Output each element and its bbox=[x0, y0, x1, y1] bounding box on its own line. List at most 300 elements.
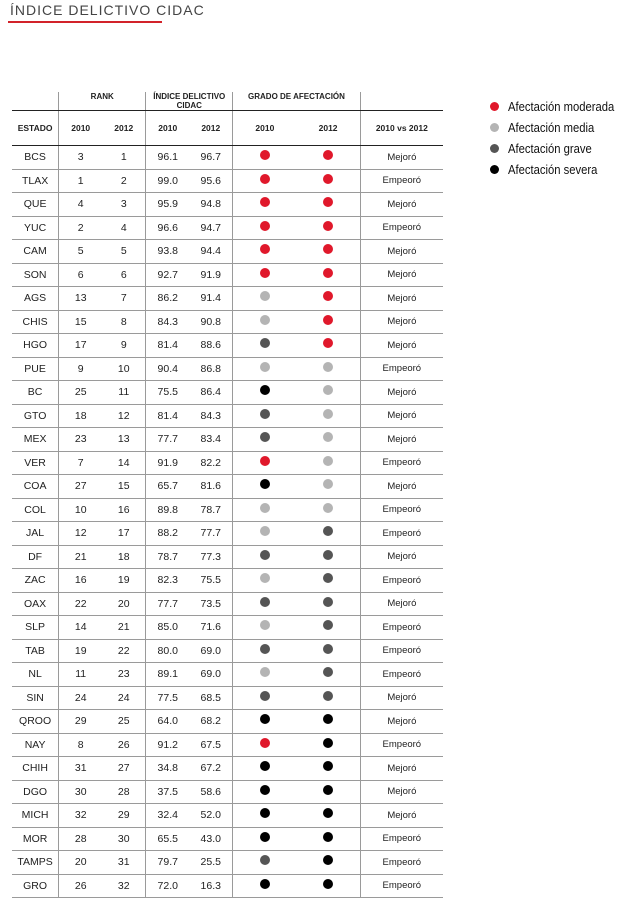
cell-indice-2012: 81.6 bbox=[189, 475, 233, 499]
cell-comparison: Mejoró bbox=[360, 475, 443, 499]
cell-grado-2010 bbox=[233, 428, 297, 452]
cell-grado-2010 bbox=[233, 240, 297, 264]
cell-indice-2010: 99.0 bbox=[146, 169, 190, 193]
cell-rank-2012: 10 bbox=[102, 357, 146, 381]
severity-dot-grave bbox=[260, 550, 270, 560]
header-rank-2010: 2010 bbox=[59, 111, 103, 146]
cell-grado-2010 bbox=[233, 592, 297, 616]
table-row bbox=[12, 804, 443, 828]
table-row bbox=[12, 146, 443, 170]
severity-dot-media bbox=[260, 362, 270, 372]
severity-dot-media bbox=[323, 503, 333, 513]
table-row bbox=[12, 827, 443, 851]
severity-dot-media bbox=[260, 573, 270, 583]
cell-rank-2010: 7 bbox=[59, 451, 103, 475]
cell-rank-2010: 29 bbox=[59, 710, 103, 734]
cell-comparison: Empeoró bbox=[360, 522, 443, 546]
table-row bbox=[12, 169, 443, 193]
table-row bbox=[12, 240, 443, 264]
cell-rank-2010: 4 bbox=[59, 193, 103, 217]
cell-comparison: Mejoró bbox=[360, 592, 443, 616]
severity-dot-grave bbox=[323, 550, 333, 560]
cell-rank-2010: 22 bbox=[59, 592, 103, 616]
table-row bbox=[12, 451, 443, 475]
cell-grado-2010 bbox=[233, 733, 297, 757]
cell-comparison: Empeoró bbox=[360, 357, 443, 381]
severity-dot-severa bbox=[260, 832, 270, 842]
cell-grado-2010 bbox=[233, 569, 297, 593]
cell-rank-2010: 30 bbox=[59, 780, 103, 804]
cell-indice-2010: 96.1 bbox=[146, 146, 190, 170]
cell-indice-2012: 25.5 bbox=[189, 851, 233, 875]
cell-indice-2012: 91.4 bbox=[189, 287, 233, 311]
cell-comparison: Mejoró bbox=[360, 381, 443, 405]
severity-dot-severa bbox=[260, 761, 270, 771]
severity-dot-moderada bbox=[323, 338, 333, 348]
severity-dot-moderada bbox=[260, 456, 270, 466]
header-estado: ESTADO bbox=[12, 111, 59, 146]
cell-estado: TAB bbox=[12, 639, 59, 663]
cell-grado-2012 bbox=[296, 522, 360, 546]
table-row bbox=[12, 545, 443, 569]
header-column-row bbox=[12, 111, 443, 146]
cell-rank-2010: 32 bbox=[59, 804, 103, 828]
cell-indice-2010: 88.2 bbox=[146, 522, 190, 546]
cell-rank-2012: 14 bbox=[102, 451, 146, 475]
cell-rank-2012: 23 bbox=[102, 663, 146, 687]
cell-grado-2012 bbox=[296, 475, 360, 499]
cell-grado-2012 bbox=[296, 569, 360, 593]
cell-comparison: Mejoró bbox=[360, 710, 443, 734]
cell-indice-2010: 81.4 bbox=[146, 404, 190, 428]
cell-estado: GTO bbox=[12, 404, 59, 428]
cell-rank-2012: 2 bbox=[102, 169, 146, 193]
cell-estado: BCS bbox=[12, 146, 59, 170]
severity-dot-moderada bbox=[260, 150, 270, 160]
severity-dot-grave bbox=[260, 338, 270, 348]
cell-grado-2010 bbox=[233, 757, 297, 781]
cell-grado-2010 bbox=[233, 710, 297, 734]
cell-indice-2012: 16.3 bbox=[189, 874, 233, 898]
cell-estado: NAY bbox=[12, 733, 59, 757]
cell-estado: MEX bbox=[12, 428, 59, 452]
cell-grado-2012 bbox=[296, 334, 360, 358]
severity-dot-grave bbox=[323, 573, 333, 583]
table-row bbox=[12, 639, 443, 663]
cell-indice-2010: 91.9 bbox=[146, 451, 190, 475]
cell-grado-2010 bbox=[233, 874, 297, 898]
cell-estado: SON bbox=[12, 263, 59, 287]
cell-estado: CHIH bbox=[12, 757, 59, 781]
cell-grado-2012 bbox=[296, 710, 360, 734]
cell-rank-2012: 18 bbox=[102, 545, 146, 569]
cell-rank-2012: 28 bbox=[102, 780, 146, 804]
cell-rank-2010: 11 bbox=[59, 663, 103, 687]
cell-rank-2010: 13 bbox=[59, 287, 103, 311]
cell-comparison: Mejoró bbox=[360, 287, 443, 311]
severity-dot-grave bbox=[323, 691, 333, 701]
cell-grado-2010 bbox=[233, 451, 297, 475]
cell-indice-2010: 64.0 bbox=[146, 710, 190, 734]
cell-grado-2010 bbox=[233, 404, 297, 428]
cell-indice-2012: 43.0 bbox=[189, 827, 233, 851]
severity-dot-severa bbox=[323, 785, 333, 795]
cell-indice-2010: 89.8 bbox=[146, 498, 190, 522]
cell-grado-2012 bbox=[296, 757, 360, 781]
cell-indice-2012: 75.5 bbox=[189, 569, 233, 593]
cell-grado-2012 bbox=[296, 804, 360, 828]
table-row bbox=[12, 592, 443, 616]
cell-comparison: Empeoró bbox=[360, 451, 443, 475]
cell-indice-2010: 79.7 bbox=[146, 851, 190, 875]
severity-dot-severa bbox=[260, 879, 270, 889]
cell-grado-2010 bbox=[233, 169, 297, 193]
cell-grado-2012 bbox=[296, 193, 360, 217]
cell-estado: OAX bbox=[12, 592, 59, 616]
cell-rank-2010: 8 bbox=[59, 733, 103, 757]
cell-grado-2012 bbox=[296, 592, 360, 616]
cell-rank-2010: 23 bbox=[59, 428, 103, 452]
severity-dot-media bbox=[260, 526, 270, 536]
severity-dot-severa bbox=[323, 738, 333, 748]
cell-rank-2012: 20 bbox=[102, 592, 146, 616]
cell-indice-2012: 67.5 bbox=[189, 733, 233, 757]
header-indice: ÍNDICE DELICTIVO CIDAC bbox=[146, 92, 233, 111]
cell-indice-2012: 69.0 bbox=[189, 663, 233, 687]
cell-comparison: Empeoró bbox=[360, 616, 443, 640]
table-row bbox=[12, 310, 443, 334]
cell-rank-2012: 29 bbox=[102, 804, 146, 828]
severity-dot-grave bbox=[323, 597, 333, 607]
cell-comparison: Empeoró bbox=[360, 663, 443, 687]
severity-dot-media bbox=[323, 385, 333, 395]
cell-grado-2012 bbox=[296, 851, 360, 875]
cell-grado-2012 bbox=[296, 404, 360, 428]
cell-estado: ZAC bbox=[12, 569, 59, 593]
cell-grado-2012 bbox=[296, 263, 360, 287]
cell-grado-2010 bbox=[233, 475, 297, 499]
cell-grado-2012 bbox=[296, 169, 360, 193]
legend-item-moderada bbox=[490, 96, 620, 117]
cell-estado: MOR bbox=[12, 827, 59, 851]
legend-label: Afectación severa bbox=[508, 162, 598, 177]
legend-item-media bbox=[490, 117, 620, 138]
cell-indice-2010: 89.1 bbox=[146, 663, 190, 687]
severity-dot-media bbox=[323, 456, 333, 466]
severity-dot-severa bbox=[260, 714, 270, 724]
cell-grado-2010 bbox=[233, 381, 297, 405]
severity-dot-moderada bbox=[260, 738, 270, 748]
cell-comparison: Mejoró bbox=[360, 545, 443, 569]
severity-dot-moderada bbox=[260, 268, 270, 278]
cell-comparison: Empeoró bbox=[360, 569, 443, 593]
cell-indice-2012: 84.3 bbox=[189, 404, 233, 428]
cell-rank-2012: 22 bbox=[102, 639, 146, 663]
cell-grado-2010 bbox=[233, 193, 297, 217]
cell-indice-2010: 72.0 bbox=[146, 874, 190, 898]
cell-estado: COL bbox=[12, 498, 59, 522]
cell-grado-2010 bbox=[233, 287, 297, 311]
cell-indice-2012: 83.4 bbox=[189, 428, 233, 452]
cell-estado: VER bbox=[12, 451, 59, 475]
cell-indice-2010: 85.0 bbox=[146, 616, 190, 640]
severity-dot-severa bbox=[260, 785, 270, 795]
cell-indice-2012: 95.6 bbox=[189, 169, 233, 193]
cell-indice-2012: 68.5 bbox=[189, 686, 233, 710]
cell-estado: TLAX bbox=[12, 169, 59, 193]
table-row bbox=[12, 216, 443, 240]
cell-grado-2012 bbox=[296, 616, 360, 640]
header-rank: RANK bbox=[59, 92, 146, 111]
cell-estado: CHIS bbox=[12, 310, 59, 334]
table-row bbox=[12, 757, 443, 781]
cell-grado-2012 bbox=[296, 827, 360, 851]
cell-indice-2012: 86.4 bbox=[189, 381, 233, 405]
table-row bbox=[12, 733, 443, 757]
header-grado-2010: 2010 bbox=[233, 111, 297, 146]
cell-grado-2012 bbox=[296, 381, 360, 405]
severity-dot-moderada bbox=[323, 268, 333, 278]
severity-dot-media bbox=[260, 503, 270, 513]
cell-grado-2012 bbox=[296, 498, 360, 522]
cell-indice-2012: 52.0 bbox=[189, 804, 233, 828]
cell-indice-2012: 77.7 bbox=[189, 522, 233, 546]
severity-dot-grave bbox=[260, 432, 270, 442]
severity-dot-moderada bbox=[323, 221, 333, 231]
cell-comparison: Empeoró bbox=[360, 733, 443, 757]
header-grado-2012: 2012 bbox=[296, 111, 360, 146]
cell-rank-2012: 30 bbox=[102, 827, 146, 851]
cell-indice-2010: 95.9 bbox=[146, 193, 190, 217]
cell-comparison: Empeoró bbox=[360, 827, 443, 851]
table-row bbox=[12, 780, 443, 804]
table-row bbox=[12, 334, 443, 358]
severity-dot-media bbox=[323, 362, 333, 372]
page-title: ÍNDICE DELICTIVO CIDAC bbox=[10, 2, 205, 18]
cell-rank-2010: 10 bbox=[59, 498, 103, 522]
cell-estado: COA bbox=[12, 475, 59, 499]
cell-rank-2012: 17 bbox=[102, 522, 146, 546]
cell-indice-2012: 69.0 bbox=[189, 639, 233, 663]
cell-comparison: Empeoró bbox=[360, 874, 443, 898]
legend-label: Afectación moderada bbox=[508, 99, 615, 114]
cell-comparison: Mejoró bbox=[360, 146, 443, 170]
cell-comparison: Empeoró bbox=[360, 498, 443, 522]
header-rank-2012: 2012 bbox=[102, 111, 146, 146]
cell-grado-2010 bbox=[233, 310, 297, 334]
crime-index-table bbox=[12, 92, 443, 898]
cell-indice-2012: 88.6 bbox=[189, 334, 233, 358]
cell-rank-2010: 20 bbox=[59, 851, 103, 875]
cell-rank-2012: 9 bbox=[102, 334, 146, 358]
severity-dot-moderada bbox=[323, 150, 333, 160]
table-row bbox=[12, 357, 443, 381]
legend-item-severa bbox=[490, 159, 620, 180]
header-group-row bbox=[12, 92, 443, 111]
legend-label: Afectación media bbox=[508, 120, 595, 135]
header-grado: GRADO DE AFECTACIÓN bbox=[233, 92, 360, 111]
cell-grado-2012 bbox=[296, 146, 360, 170]
header-blank bbox=[12, 92, 59, 111]
severity-dot-severa bbox=[260, 479, 270, 489]
cell-rank-2010: 24 bbox=[59, 686, 103, 710]
cell-comparison: Mejoró bbox=[360, 334, 443, 358]
severity-dot-moderada bbox=[260, 174, 270, 184]
severity-dot-grave bbox=[260, 644, 270, 654]
cell-comparison: Mejoró bbox=[360, 780, 443, 804]
cell-grado-2010 bbox=[233, 263, 297, 287]
cell-comparison: Empeoró bbox=[360, 639, 443, 663]
header-indice-2010: 2010 bbox=[146, 111, 190, 146]
cell-rank-2012: 21 bbox=[102, 616, 146, 640]
cell-indice-2012: 58.6 bbox=[189, 780, 233, 804]
cell-indice-2010: 91.2 bbox=[146, 733, 190, 757]
cell-estado: QUE bbox=[12, 193, 59, 217]
cell-rank-2012: 8 bbox=[102, 310, 146, 334]
cell-estado: MICH bbox=[12, 804, 59, 828]
severity-dot-moderada bbox=[260, 197, 270, 207]
cell-grado-2010 bbox=[233, 498, 297, 522]
cell-estado: NL bbox=[12, 663, 59, 687]
cell-comparison: Mejoró bbox=[360, 757, 443, 781]
cell-grado-2012 bbox=[296, 663, 360, 687]
cell-indice-2010: 32.4 bbox=[146, 804, 190, 828]
cell-rank-2012: 13 bbox=[102, 428, 146, 452]
cell-estado: GRO bbox=[12, 874, 59, 898]
cell-grado-2012 bbox=[296, 451, 360, 475]
cell-indice-2010: 65.5 bbox=[146, 827, 190, 851]
severity-dot-media bbox=[323, 479, 333, 489]
cell-rank-2010: 27 bbox=[59, 475, 103, 499]
cell-indice-2012: 90.8 bbox=[189, 310, 233, 334]
severity-dot-severa bbox=[323, 761, 333, 771]
severity-dot-grave bbox=[323, 526, 333, 536]
severity-dot-moderada bbox=[323, 197, 333, 207]
cell-rank-2012: 32 bbox=[102, 874, 146, 898]
cell-rank-2010: 14 bbox=[59, 616, 103, 640]
cell-estado: SIN bbox=[12, 686, 59, 710]
cell-estado: SLP bbox=[12, 616, 59, 640]
cell-indice-2010: 80.0 bbox=[146, 639, 190, 663]
cell-indice-2012: 67.2 bbox=[189, 757, 233, 781]
cell-rank-2012: 4 bbox=[102, 216, 146, 240]
cell-rank-2012: 15 bbox=[102, 475, 146, 499]
table-row bbox=[12, 710, 443, 734]
table-row bbox=[12, 663, 443, 687]
cell-rank-2012: 5 bbox=[102, 240, 146, 264]
cell-indice-2010: 90.4 bbox=[146, 357, 190, 381]
cell-indice-2010: 78.7 bbox=[146, 545, 190, 569]
cell-rank-2010: 16 bbox=[59, 569, 103, 593]
severity-dot-severa bbox=[260, 808, 270, 818]
cell-rank-2010: 17 bbox=[59, 334, 103, 358]
cell-rank-2010: 26 bbox=[59, 874, 103, 898]
cell-rank-2010: 15 bbox=[59, 310, 103, 334]
cell-rank-2012: 16 bbox=[102, 498, 146, 522]
cell-rank-2010: 3 bbox=[59, 146, 103, 170]
cell-rank-2012: 19 bbox=[102, 569, 146, 593]
cell-indice-2010: 84.3 bbox=[146, 310, 190, 334]
severity-dot-severa bbox=[323, 808, 333, 818]
cell-estado: JAL bbox=[12, 522, 59, 546]
cell-estado: YUC bbox=[12, 216, 59, 240]
cell-grado-2012 bbox=[296, 780, 360, 804]
cell-rank-2010: 2 bbox=[59, 216, 103, 240]
cell-rank-2012: 7 bbox=[102, 287, 146, 311]
cell-rank-2012: 11 bbox=[102, 381, 146, 405]
cell-indice-2010: 37.5 bbox=[146, 780, 190, 804]
cell-grado-2010 bbox=[233, 545, 297, 569]
cell-comparison: Empeoró bbox=[360, 851, 443, 875]
cell-estado: QROO bbox=[12, 710, 59, 734]
cell-indice-2012: 94.4 bbox=[189, 240, 233, 264]
severity-dot-grave bbox=[260, 855, 270, 865]
table-row bbox=[12, 851, 443, 875]
legend-label: Afectación grave bbox=[508, 141, 592, 156]
severity-dot-moderada bbox=[323, 174, 333, 184]
cell-indice-2010: 86.2 bbox=[146, 287, 190, 311]
cell-grado-2010 bbox=[233, 663, 297, 687]
table-row bbox=[12, 404, 443, 428]
cell-grado-2012 bbox=[296, 310, 360, 334]
cell-rank-2010: 25 bbox=[59, 381, 103, 405]
cell-comparison: Mejoró bbox=[360, 428, 443, 452]
cell-comparison: Empeoró bbox=[360, 216, 443, 240]
cell-grado-2010 bbox=[233, 522, 297, 546]
cell-rank-2012: 27 bbox=[102, 757, 146, 781]
severity-dot-severa bbox=[323, 855, 333, 865]
cell-rank-2010: 31 bbox=[59, 757, 103, 781]
severity-dot-severa bbox=[323, 879, 333, 889]
legend bbox=[490, 96, 620, 180]
cell-rank-2010: 18 bbox=[59, 404, 103, 428]
cell-comparison: Mejoró bbox=[360, 804, 443, 828]
severity-dot-media bbox=[323, 432, 333, 442]
severity-dot-grave bbox=[323, 644, 333, 654]
cell-grado-2010 bbox=[233, 639, 297, 663]
cell-rank-2010: 9 bbox=[59, 357, 103, 381]
cell-indice-2010: 77.7 bbox=[146, 428, 190, 452]
cell-indice-2010: 93.8 bbox=[146, 240, 190, 264]
cell-rank-2012: 26 bbox=[102, 733, 146, 757]
cell-grado-2012 bbox=[296, 686, 360, 710]
cell-indice-2010: 77.5 bbox=[146, 686, 190, 710]
cell-indice-2010: 81.4 bbox=[146, 334, 190, 358]
cell-comparison: Mejoró bbox=[360, 310, 443, 334]
title-underline bbox=[8, 21, 162, 23]
cell-grado-2010 bbox=[233, 616, 297, 640]
cell-grado-2012 bbox=[296, 357, 360, 381]
cell-indice-2012: 73.5 bbox=[189, 592, 233, 616]
cell-grado-2012 bbox=[296, 216, 360, 240]
cell-comparison: Empeoró bbox=[360, 169, 443, 193]
severity-dot-media bbox=[260, 667, 270, 677]
table-row bbox=[12, 522, 443, 546]
legend-item-grave bbox=[490, 138, 620, 159]
cell-rank-2010: 1 bbox=[59, 169, 103, 193]
table-row bbox=[12, 874, 443, 898]
severity-dot-media bbox=[260, 315, 270, 325]
cell-indice-2010: 82.3 bbox=[146, 569, 190, 593]
severity-dot-severa bbox=[260, 385, 270, 395]
cell-grado-2010 bbox=[233, 216, 297, 240]
cell-indice-2012: 91.9 bbox=[189, 263, 233, 287]
table-row bbox=[12, 263, 443, 287]
severity-dot-grave bbox=[260, 409, 270, 419]
cell-indice-2010: 34.8 bbox=[146, 757, 190, 781]
cell-grado-2012 bbox=[296, 287, 360, 311]
cell-rank-2010: 12 bbox=[59, 522, 103, 546]
